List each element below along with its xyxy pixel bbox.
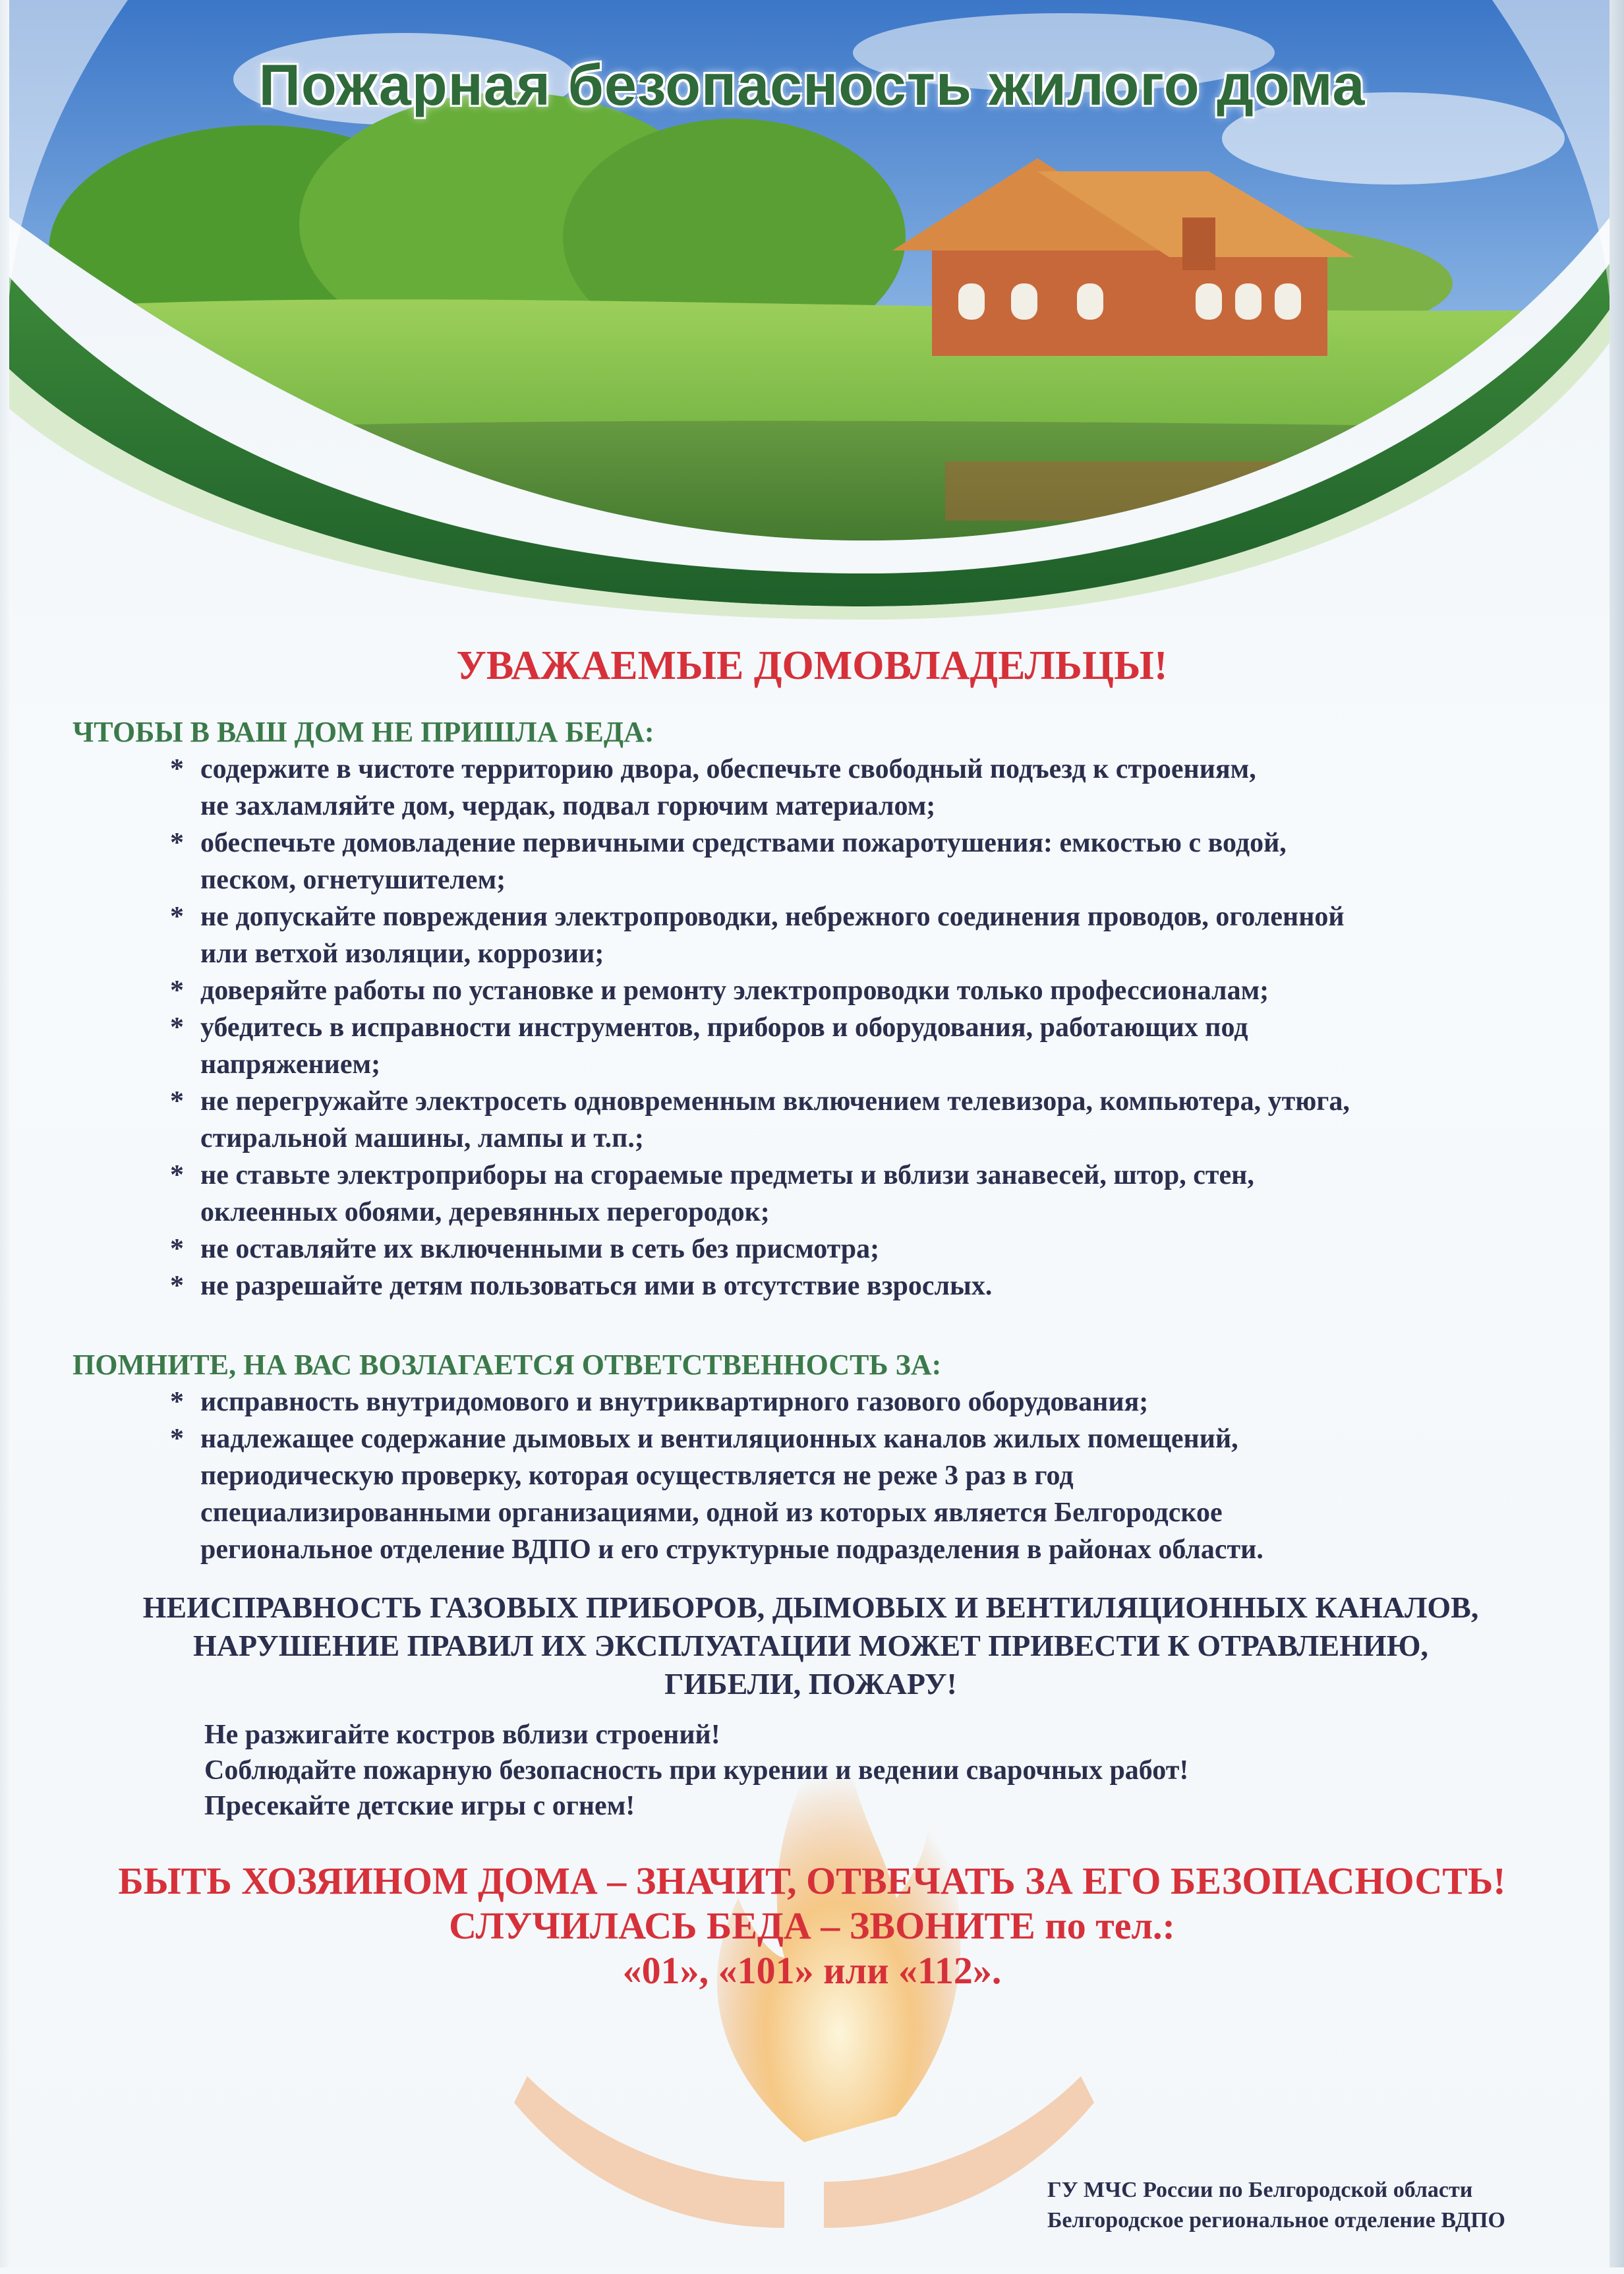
- bullet-star: *: [170, 1271, 184, 1301]
- list-item: * не перегружайте электросеть одновременным включением телевизора, компьютера, утюга,: [170, 1084, 1350, 1119]
- list-item: напряжением;: [200, 1049, 381, 1080]
- list-item: * не ставьте электроприборы на сгораемые предметы и вблизи занавесей, штор, стен,: [170, 1157, 1350, 1193]
- list-item: * исправность внутридомового и внутриквартирного газового оборудования;: [170, 1384, 1263, 1420]
- warning-block: [53, 1589, 1569, 1703]
- bullet-star: *: [170, 754, 184, 784]
- warning-line: ГИБЕЛИ, ПОЖАРУ!: [664, 1667, 957, 1701]
- warning-line: НЕИСПРАВНОСТЬ ГАЗОВЫХ ПРИБОРОВ, ДЫМОВЫХ И ВЕНТИЛЯЦИОННЫХ КАНАЛОВ,: [142, 1590, 1479, 1624]
- list-item: специализированными организациями, одной из которых является Белгородское: [200, 1498, 1223, 1528]
- list-item: периодическую проверку, которая осуществляется не реже 3 раз в год: [200, 1461, 1074, 1491]
- rule-line: Соблюдайте пожарную безопасность при курении и ведении сварочных работ!: [204, 1755, 1189, 1786]
- bullet-star: *: [170, 1424, 184, 1454]
- list-item: * обеспечьте домовладение первичными средствами пожаротушения: емкостью с водой,: [170, 825, 1350, 861]
- bullet-star: *: [170, 1160, 184, 1190]
- list-item: песком, огнетушителем;: [200, 865, 506, 895]
- list-item: * не допускайте повреждения электропроводки, небрежного соединения проводов, оголенной: [170, 899, 1350, 935]
- list-item: * доверяйте работы по установке и ремонту электропроводки только профессионалам;: [170, 973, 1350, 1008]
- list-item: стиральной машины, лампы и т.п.;: [200, 1123, 644, 1153]
- section-2-list: [170, 1384, 1263, 1569]
- list-item: или ветхой изоляции, коррозии;: [200, 939, 604, 969]
- list-item: не захламляйте дом, чердак, подвал горючим материалом;: [200, 791, 936, 821]
- rule-line: Пресекайте детские игры с огнем!: [204, 1791, 635, 1821]
- signature-block: [1047, 2175, 1505, 2236]
- signature-line: Белгородское региональное отделение ВДПО: [1047, 2208, 1505, 2232]
- greeting-heading: УВАЖАЕМЫЕ ДОМОВЛАДЕЛЬЦЫ!: [456, 643, 1168, 688]
- list-item: региональное отделение ВДПО и его структурные подразделения в районах области.: [200, 1534, 1263, 1565]
- emergency-numbers: «01», «101» или «112».: [622, 1949, 1002, 1992]
- list-item: * убедитесь в исправности инструментов, приборов и оборудования, работающих под: [170, 1010, 1350, 1045]
- bullet-star: *: [170, 828, 184, 858]
- bullet-star: *: [170, 1086, 184, 1117]
- bullet-star: *: [170, 976, 184, 1006]
- section-1-heading: ЧТОБЫ В ВАШ ДОМ НЕ ПРИШЛА БЕДА:: [72, 716, 654, 748]
- bullet-star: *: [170, 1012, 184, 1043]
- list-item: * содержите в чистоте территорию двора, обеспечьте свободный подъезд к строениям,: [170, 751, 1350, 787]
- signature-line: ГУ МЧС России по Белгородской области: [1047, 2178, 1473, 2202]
- bullet-star: *: [170, 1387, 184, 1417]
- bullet-star: *: [170, 902, 184, 932]
- final-line: БЫТЬ ХОЗЯИНОМ ДОМА – ЗНАЧИТ, ОТВЕЧАТЬ ЗА ЕГО БЕЗОПАСНОСТЬ!: [118, 1859, 1506, 1902]
- list-item: * надлежащее содержание дымовых и вентиляционных каналов жилых помещений,: [170, 1421, 1263, 1457]
- warning-line: НАРУШЕНИЕ ПРАВИЛ ИХ ЭКСПЛУАТАЦИИ МОЖЕТ ПРИВЕСТИ К ОТРАВЛЕНИЮ,: [193, 1629, 1428, 1662]
- list-item: * не оставляйте их включенными в сеть без присмотра;: [170, 1231, 1350, 1267]
- section-2-heading: ПОМНИТЕ, НА ВАС ВОЗЛАГАЕТСЯ ОТВЕТСТВЕННОСТЬ ЗА:: [72, 1349, 942, 1381]
- bullet-star: *: [170, 1234, 184, 1264]
- list-item: * не разрешайте детям пользоваться ими в отсутствие взрослых.: [170, 1268, 1350, 1304]
- final-call-block: [0, 1859, 1624, 1993]
- list-item: оклеенных обоями, деревянных перегородок;: [200, 1197, 770, 1227]
- rule-line: Не разжигайте костров вблизи строений!: [204, 1720, 720, 1750]
- final-line: СЛУЧИЛАСЬ БЕДА – ЗВОНИТЕ по тел.:: [449, 1904, 1175, 1947]
- poster-title: Пожарная безопасность жилого дома: [258, 52, 1366, 117]
- rules-block: [204, 1717, 1188, 1824]
- section-1-list: [170, 751, 1350, 1305]
